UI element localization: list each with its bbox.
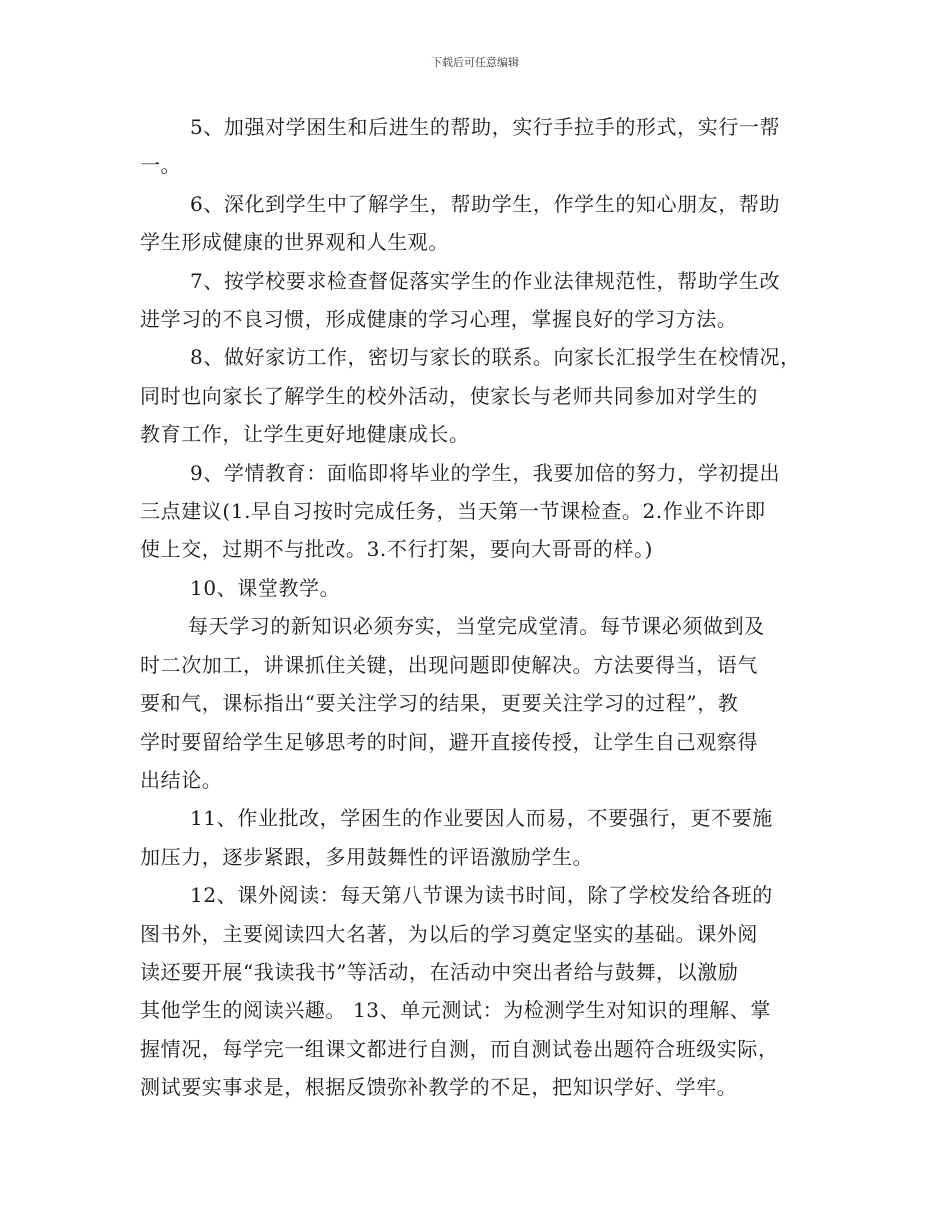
text-line: 每天学习的新知识必须夯实，当堂完成堂清。每节课必须做到及 [188,614,765,639]
text-line: 时二次加工，讲课抓住关键，出现问题即使解决。方法要得当，语气 [140,652,758,677]
text-line: 握情况，每学完一组课文都进行自测，而自测试卷出题符合班级实际， [140,1036,779,1061]
text-line: 同时也向家长了解学生的校外活动，使家长与老师共同参加对学生的 [140,383,758,408]
text-line: 教育工作，让学生更好地健康成长。 [140,422,470,447]
text-line: 进学习的不良习惯，形成健康的学习心理，掌握良好的学习方法。 [140,307,738,332]
text-line: 三点建议(1.早自习按时完成任务，当天第一节课检查。2.作业不许即 [140,499,766,524]
text-line: 学时要留给学生足够思考的时间，避开直接传授，让学生自己观察得 [140,729,758,754]
text-line: 11、作业批改，学困生的作业要因人而易，不要强行，更不要施 [190,806,773,831]
text-line: 使上交，过期不与批改。3.不行打架，要向大哥哥的样。) [140,537,654,562]
text-line: 测试要实事求是，根据反馈弥补教学的不足，把知识学好、学牢。 [140,1075,738,1100]
text-line: 加压力，逐步紧跟，多用鼓舞性的评语激励学生。 [140,844,594,869]
text-line: 读还要开展“我读我书”等活动，在活动中突出者给与鼓舞，以激励 [140,959,739,984]
text-line: 5、加强对学困生和后进生的帮助，实行手拉手的形式，实行一帮 [190,115,781,139]
text-line: 要和气，课标指出“要关注学习的结果，更要关注学习的过程”，教 [140,691,739,716]
text-line: 9、学情教育：面临即将毕业的学生，我要加倍的努力，学初提出 [190,460,781,485]
text-line: 10、课堂教学。 [190,575,341,600]
text-line: 7、按学校要求检查督促落实学生的作业法律规范性，帮助学生改 [190,268,781,293]
text-line: 其他学生的阅读兴趣。 13、单元测试：为检测学生对知识的理解、掌 [140,998,772,1023]
page-header: 下载后可任意编辑 [431,56,519,69]
text-line: 一。 [140,153,182,178]
text-line: 8、做好家访工作，密切与家长的联系。向家长汇报学生在校情况， [190,345,801,370]
text-line: 12、课外阅读：每天第八节课为读书时间，除了学校发给各班的 [190,883,773,908]
document-body [140,108,812,1107]
text-line: 学生形成健康的世界观和人生观。 [140,230,449,255]
text-line: 出结论。 [140,767,223,792]
text-line: 6、深化到学生中了解学生，帮助学生，作学生的知心朋友，帮助 [190,191,781,216]
text-line: 图书外，主要阅读四大名著，为以后的学习奠定坚实的基础。课外阅 [140,921,758,946]
